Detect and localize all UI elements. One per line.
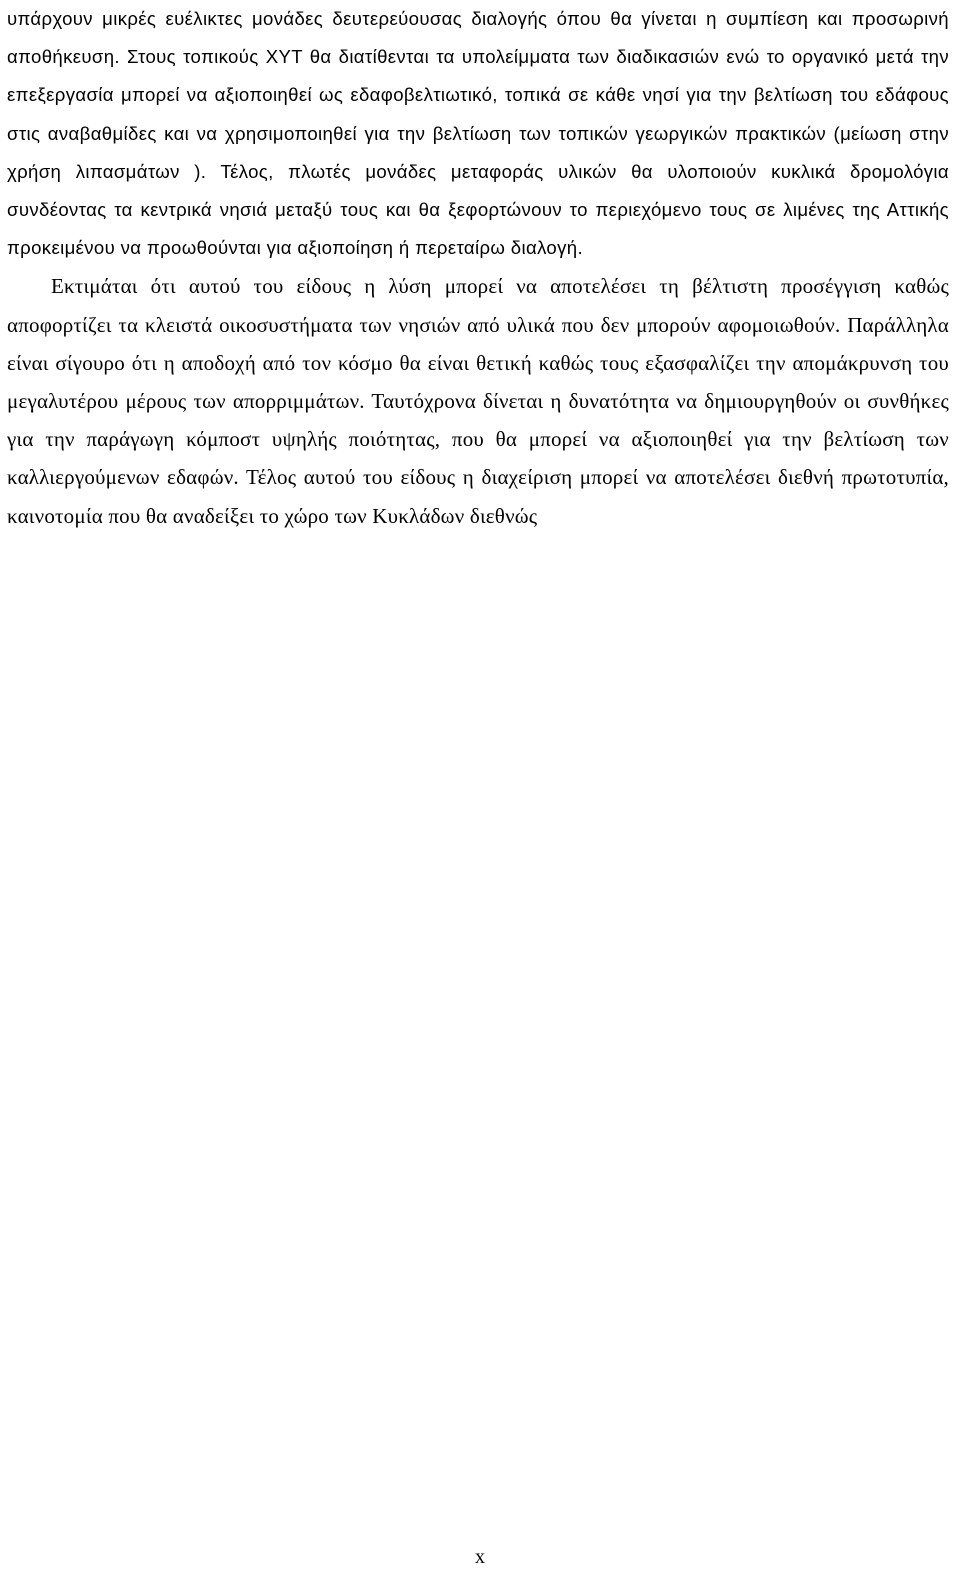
page-number: x [475, 1546, 485, 1568]
paragraph-2: Εκτιμάται ότι αυτού του είδους η λύση μπορεί να αποτελέσει τη βέλτιστη προσέγγιση καθώς αποφορτίζει τα κλειστά οικοσυστήματα των νησιών από υλικά που δεν μπορούν αφομοιωθούν. Παράλληλα είναι σίγουρο ότι η αποδοχή από τον κόσμο θα είναι θετική καθώς τους εξασφαλίζει την απομάκρυνση του μεγαλυτέρου μέρους των απορριμμάτων. Ταυτόχρονα δίνεται η δυνατότητα να δημιουργηθούν οι συνθήκες για την παράγωγη κόμποστ υψηλής ποιότητας, που θα μπορεί να αξιοποιηθεί για την βελτίωση των καλλιεργούμενων εδαφών. Τέλος αυτού του είδους η διαχείριση μπορεί να αποτελέσει διεθνή πρωτοτυπία, καινοτομία που θα αναδείξει το χώρο των Κυκλάδων διεθνώς [7, 274, 949, 528]
document-body [7, 0, 949, 535]
paragraph-1: υπάρχουν μικρές ευέλικτες μονάδες δευτερεύουσας διαλογής όπου θα γίνεται η συμπίεση και προσωρινή αποθήκευση. Στους τοπικούς ΧΥΤ θα διατίθενται τα υπολείμματα των διαδικασιών ενώ το οργανικό μετά την επεξεργασία μπορεί να αξιοποιηθεί ως εδαφοβελτιωτικό, τοπικά σε κάθε νησί για την βελτίωση του εδάφους στις αναβαθμίδες και να χρησιμοποιηθεί για την βελτίωση των τοπικών γεωργικών πρακτικών (μείωση στην χρήση λιπασμάτων ). Τέλος, πλωτές μονάδες μεταφοράς υλικών θα υλοποιούν κυκλικά δρομολόγια συνδέοντας τα κεντρικά νησιά μεταξύ τους και θα ξεφορτώνουν το περιεχόμενο τους σε λιμένες της Αττικής προκειμένου να προωθούνται για αξιοποίηση ή περεταίρω διαλογή. [7, 8, 949, 259]
